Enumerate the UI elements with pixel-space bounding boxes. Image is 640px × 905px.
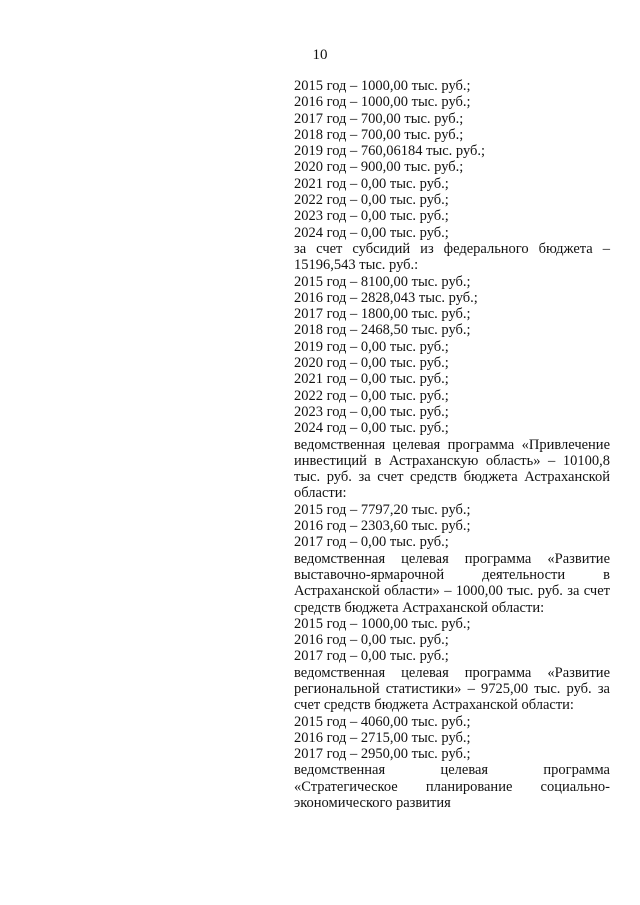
budget-line: 2016 год – 1000,00 тыс. руб.; bbox=[294, 94, 471, 111]
page-number: 10 bbox=[312, 47, 328, 63]
budget-line: 2016 год – 0,00 тыс. руб.; bbox=[294, 632, 449, 649]
paragraph: ведомственная целевая программа «Развитие выставочно-ярмарочной деятельности в Астраханской области» – 1000,00 тыс. руб. за счет средств бюджета Астраханской области: bbox=[294, 550, 610, 616]
document-body bbox=[294, 78, 610, 811]
budget-line: 2017 год – 700,00 тыс. руб.; bbox=[294, 110, 464, 127]
budget-line: 2017 год – 1800,00 тыс. руб.; bbox=[294, 306, 471, 323]
paragraph: ведомственная целевая программа «Стратегическое планирование социально-экономического развития bbox=[294, 762, 610, 812]
budget-line: 2016 год – 2715,00 тыс. руб.; bbox=[294, 729, 471, 746]
budget-line: 2022 год – 0,00 тыс. руб.; bbox=[294, 192, 449, 209]
budget-line: 2019 год – 760,06184 тыс. руб.; bbox=[294, 143, 486, 160]
paragraph: за счет субсидий из федерального бюджета – 15196,543 тыс. руб.: bbox=[294, 240, 610, 274]
budget-line: 2022 год – 0,00 тыс. руб.; bbox=[294, 387, 449, 404]
budget-line: 2015 год – 1000,00 тыс. руб.; bbox=[294, 615, 471, 632]
budget-line: 2018 год – 700,00 тыс. руб.; bbox=[294, 126, 464, 143]
budget-line: 2024 год – 0,00 тыс. руб.; bbox=[294, 224, 449, 241]
budget-line: 2020 год – 0,00 тыс. руб.; bbox=[294, 355, 449, 372]
budget-line: 2015 год – 8100,00 тыс. руб.; bbox=[294, 273, 471, 290]
budget-line: 2015 год – 1000,00 тыс. руб.; bbox=[294, 78, 471, 94]
budget-line: 2023 год – 0,00 тыс. руб.; bbox=[294, 208, 449, 225]
budget-line: 2016 год – 2303,60 тыс. руб.; bbox=[294, 518, 471, 535]
budget-line: 2021 год – 0,00 тыс. руб.; bbox=[294, 175, 449, 192]
paragraph: ведомственная целевая программа «Привлечение инвестиций в Астраханскую область» – 10100,8 тыс. руб. за счет средств бюджета Астраханской области: bbox=[294, 436, 610, 502]
budget-line: 2016 год – 2828,043 тыс. руб.; bbox=[294, 289, 478, 306]
budget-line: 2020 год – 900,00 тыс. руб.; bbox=[294, 159, 464, 176]
budget-line: 2017 год – 2950,00 тыс. руб.; bbox=[294, 746, 471, 763]
budget-line: 2017 год – 0,00 тыс. руб.; bbox=[294, 534, 449, 551]
paragraph: ведомственная целевая программа «Развитие региональной статистики» – 9725,00 тыс. руб. за счет средств бюджета Астраханской области: bbox=[294, 664, 610, 714]
budget-line: 2015 год – 7797,20 тыс. руб.; bbox=[294, 501, 471, 518]
budget-line: 2024 год – 0,00 тыс. руб.; bbox=[294, 420, 449, 437]
budget-line: 2018 год – 2468,50 тыс. руб.; bbox=[294, 322, 471, 339]
budget-line: 2023 год – 0,00 тыс. руб.; bbox=[294, 403, 449, 420]
budget-line: 2019 год – 0,00 тыс. руб.; bbox=[294, 338, 449, 355]
budget-line: 2021 год – 0,00 тыс. руб.; bbox=[294, 371, 449, 388]
budget-line: 2017 год – 0,00 тыс. руб.; bbox=[294, 648, 449, 665]
budget-line: 2015 год – 4060,00 тыс. руб.; bbox=[294, 713, 471, 730]
